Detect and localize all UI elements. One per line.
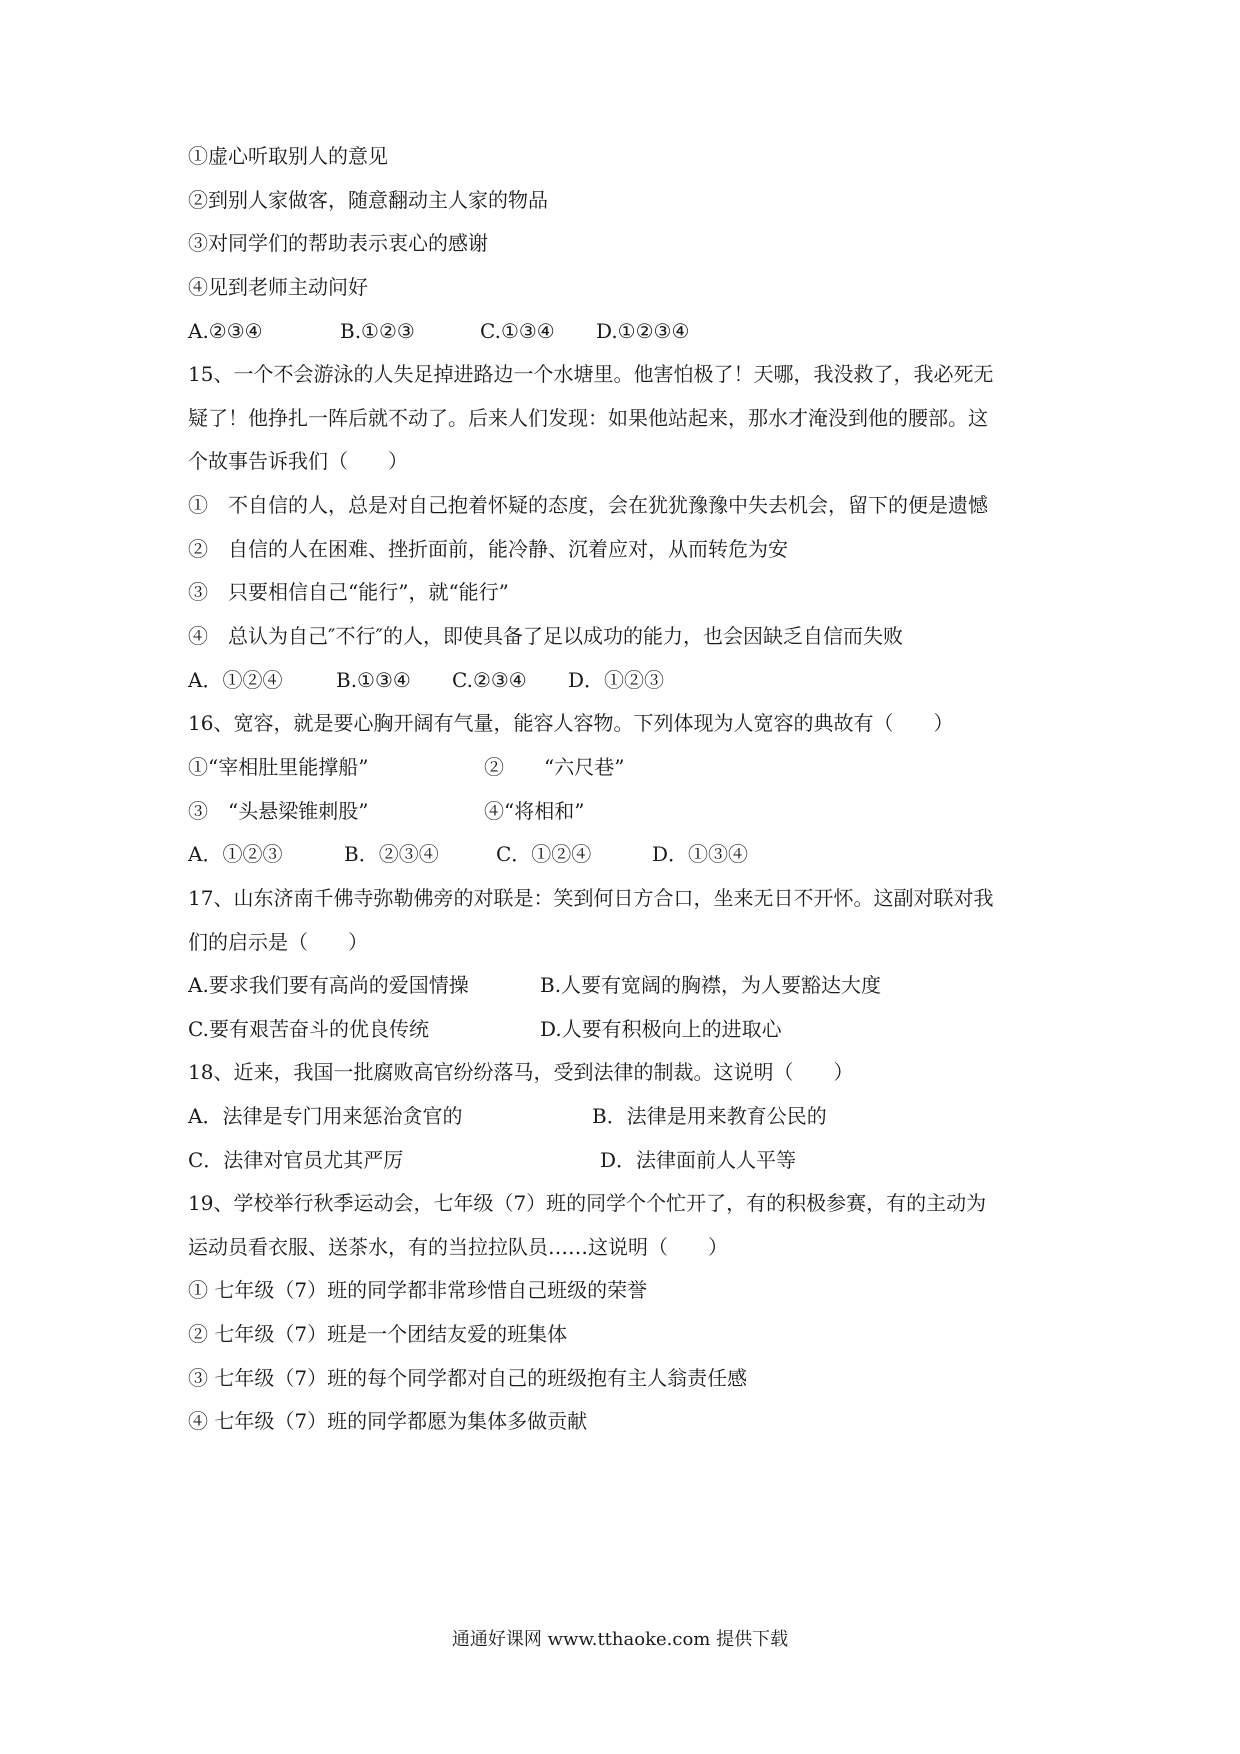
q17-option-b[interactable]: B.人要有宽阔的胸襟，为人要豁达大度 <box>540 973 882 997</box>
q16-item-4: ④“将相和” <box>484 799 585 823</box>
q16-item-1: ①“宰相肚里能撑船” <box>188 755 369 779</box>
q14-option-c[interactable]: C.①③④ <box>480 319 555 343</box>
q18-option-b[interactable]: B．法律是用来教育公民的 <box>592 1104 827 1128</box>
q15-option-d[interactable]: D．①②③ <box>568 668 665 692</box>
q17-option-d[interactable]: D.人要有积极向上的进取心 <box>540 1017 782 1041</box>
q17-stem-line-2: 们的启示是（ ） <box>188 930 368 954</box>
q15-option-a[interactable]: A．①②④ <box>188 668 283 692</box>
q18-option-d[interactable]: D．法律面前人人平等 <box>600 1148 797 1172</box>
q16-option-b[interactable]: B．②③④ <box>344 842 439 866</box>
q17-option-c[interactable]: C.要有艰苦奋斗的优良传统 <box>188 1017 429 1041</box>
q16-option-a[interactable]: A．①②③ <box>188 842 283 866</box>
q19-stem-line-1: 19、学校举行秋季运动会，七年级（7）班的同学个个忙开了，有的积极参赛，有的主动为 <box>188 1191 987 1215</box>
q17-stem-line-1: 17、山东济南千佛寺弥勒佛旁的对联是：笑到何日方合口，坐来无日不开怀。这副对联对我 <box>188 886 994 910</box>
q19-item-1: ① 七年级（7）班的同学都非常珍惜自己班级的荣誉 <box>188 1278 648 1302</box>
page-footer: 通通好课网 www.tthaoke.com 提供下载 <box>451 1629 789 1650</box>
q15-item-4: ④ 总认为自己″不行″的人，即使具备了足以成功的能力，也会因缺乏自信而失败 <box>188 624 903 648</box>
q15-stem-line-3: 个故事告诉我们（ ） <box>188 449 408 473</box>
q14-option-a[interactable]: A.②③④ <box>188 319 263 343</box>
q14-option-d[interactable]: D.①②③④ <box>596 319 690 343</box>
q18-option-a[interactable]: A．法律是专门用来惩治贪官的 <box>188 1104 463 1128</box>
q15-item-1: ① 不自信的人，总是对自己抱着怀疑的态度，会在犹犹豫豫中失去机会，留下的便是遗憾 <box>188 493 988 517</box>
q14-item-4: ④见到老师主动问好 <box>188 275 368 299</box>
q18-stem: 18、近来，我国一批腐败高官纷纷落马，受到法律的制裁。这说明（ ） <box>188 1060 854 1084</box>
q18-option-c[interactable]: C．法律对官员尤其严厉 <box>188 1148 404 1172</box>
q16-option-d[interactable]: D．①③④ <box>652 842 749 866</box>
q14-item-3: ③对同学们的帮助表示衷心的感谢 <box>188 231 488 255</box>
q19-item-4: ④ 七年级（7）班的同学都愿为集体多做贡献 <box>188 1409 588 1433</box>
q14-option-b[interactable]: B.①②③ <box>340 319 415 343</box>
q15-stem-line-1: 15、一个不会游泳的人失足掉进路边一个水塘里。他害怕极了！天哪，我没救了，我必死无 <box>188 362 994 386</box>
q19-item-3: ③ 七年级（7）班的每个同学都对自己的班级抱有主人翁责任感 <box>188 1366 748 1390</box>
q15-item-3: ③ 只要相信自己“能行”，就“能行” <box>188 580 509 604</box>
q16-option-c[interactable]: C．①②④ <box>496 842 592 866</box>
q19-stem-line-2: 运动员看衣服、送茶水，有的当拉拉队员……这说明（ ） <box>188 1235 728 1259</box>
q16-item-3: ③ “头悬梁锥刺股” <box>188 799 369 823</box>
q19-item-2: ② 七年级（7）班是一个团结友爱的班集体 <box>188 1322 568 1346</box>
q17-option-a[interactable]: A.要求我们要有高尚的爱国情操 <box>188 973 469 997</box>
q15-item-2: ② 自信的人在困难、挫折面前，能冷静、沉着应对，从而转危为安 <box>188 537 788 561</box>
q14-item-1: ①虚心听取别人的意见 <box>188 144 388 168</box>
q16-item-2: ② “六尺巷” <box>484 755 625 779</box>
q15-stem-line-2: 疑了！他挣扎一阵后就不动了。后来人们发现：如果他站起来，那水才淹没到他的腰部。这 <box>188 406 988 430</box>
q14-item-2: ②到别人家做客，随意翻动主人家的物品 <box>188 188 548 212</box>
q15-option-b[interactable]: B.①③④ <box>336 668 411 692</box>
q15-option-c[interactable]: C.②③④ <box>452 668 527 692</box>
q16-stem: 16、宽容，就是要心胸开阔有气量，能容人容物。下列体现为人宽容的典故有（ ） <box>188 711 954 735</box>
